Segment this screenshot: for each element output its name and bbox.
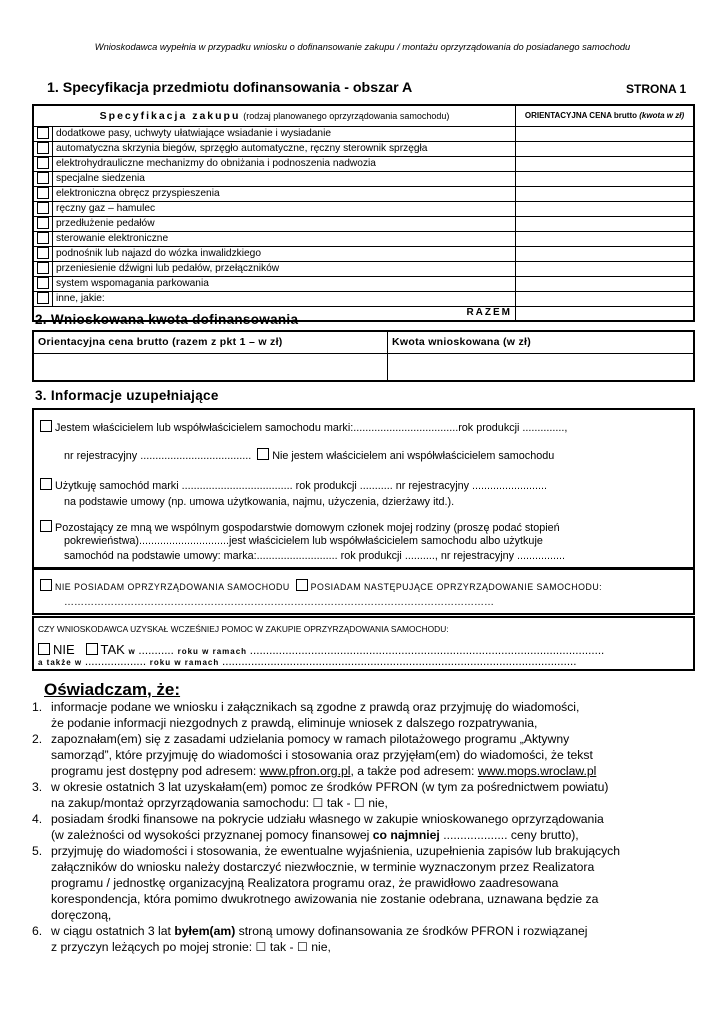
spec-item-price[interactable] xyxy=(516,292,695,307)
spec-item-price[interactable] xyxy=(516,127,695,142)
decl1-line1: informacje podane we wniosku i załącznikach są zgodne z prawdą oraz przyjmuję do wiadomości, xyxy=(51,700,580,714)
decl2-line3b: , a także pod adresem: xyxy=(350,764,478,778)
decl4-line2a: (w zależności od wysokości przyznanej pomocy finansowej xyxy=(51,828,370,842)
spec-item-price[interactable] xyxy=(516,277,695,292)
decl3-line1: w okresie ostatnich 3 lat uzyskałam(em) pomoc ze środków PFRON (w tym za pośrednictwem powiatu) xyxy=(51,780,609,794)
spec-item-price[interactable] xyxy=(516,172,695,187)
spec-item-checkbox[interactable] xyxy=(37,247,49,259)
pfron-link[interactable]: www.pfron.org.pl xyxy=(259,764,351,778)
price-col-subtitle: (kwota w zł) xyxy=(639,111,685,120)
decl-num-5: 5. xyxy=(32,844,43,858)
spec-item-checkbox[interactable] xyxy=(37,217,49,229)
spec-item-label: przedłużenie pedałów xyxy=(53,217,516,232)
decl4-bold: co najmniej xyxy=(372,828,440,842)
requested-amount-header: Kwota wnioskowana (w zł) xyxy=(388,331,695,353)
user-line1: Użytkuję samochód marki ..................................... rok produkcji ........... nr rejestracyjny ......................... xyxy=(55,480,547,492)
spec-item-checkbox[interactable] xyxy=(37,202,49,214)
spec-item-checkbox[interactable] xyxy=(37,292,49,304)
decl5-line1: przyjmuję do wiadomości i stosowania, że ewentualne wyjaśnienia, uzupełnienia zapisów lub brakujących xyxy=(51,844,621,858)
spec-item-price[interactable] xyxy=(516,232,695,247)
declaration-title: Oświadczam, że: xyxy=(44,680,181,699)
decl2-line1: zapoznałam(em) się z zasadami udzielania pomocy w ramach pilotażowego programu „Aktywny xyxy=(51,732,570,746)
spec-row xyxy=(33,247,694,262)
spec-item-price[interactable] xyxy=(516,217,695,232)
spec-item-label: ręczny gaz – hamulec xyxy=(53,202,516,217)
requested-amount-field[interactable] xyxy=(388,353,695,381)
decl3-line2[interactable]: na zakup/montaż oprzyrządowania samochodu: ☐ tak - ☐ nie, xyxy=(51,796,388,810)
spec-row xyxy=(33,187,694,202)
prior-help-no-checkbox[interactable] xyxy=(38,643,50,655)
spec-row xyxy=(33,232,694,247)
spec-row xyxy=(33,277,694,292)
mops-link[interactable]: www.mops.wroclaw.pl xyxy=(477,764,597,778)
spec-item-label: podnośnik lub najazd do wózka inwalidzkiego xyxy=(53,247,516,262)
prior-help-yes-label: TAK xyxy=(100,642,125,657)
spec-row xyxy=(33,292,694,307)
spec-row xyxy=(33,202,694,217)
decl4-tail[interactable]: ................... ceny brutto), xyxy=(439,828,579,842)
spec-item-price[interactable] xyxy=(516,262,695,277)
price-col-title: ORIENTACYJNA CENA brutto xyxy=(524,111,638,120)
family-line3: samochód na podstawie umowy: marka:........................... rok produkcji .........., nr rejestracyjny ................ xyxy=(64,550,566,562)
spec-item-price[interactable] xyxy=(516,247,695,262)
total-label: RAZEM xyxy=(33,307,516,321)
prior-help-no-label: NIE xyxy=(53,642,75,657)
user-line2: na podstawie umowy (np. umowa użytkowania, najmu, użyczenia, dzierżawy itd.). xyxy=(64,496,455,508)
decl6-tail: stroną umowy dofinansowania ze środków PFRON i rozwiązanej xyxy=(235,924,588,938)
not-owner-checkbox[interactable] xyxy=(257,448,269,460)
spec-item-price[interactable] xyxy=(516,202,695,217)
prior-help-also-line[interactable]: a także w ................... roku w ramach .............................................................................................................. xyxy=(38,658,577,667)
spec-item-checkbox[interactable] xyxy=(37,187,49,199)
decl-num-2: 2. xyxy=(32,732,43,746)
page-label: STRONA 1 xyxy=(626,82,687,96)
spec-item-price[interactable] xyxy=(516,157,695,172)
spec-row xyxy=(33,157,694,172)
section3-title: 3. Informacje uzupełniające xyxy=(35,388,219,403)
requested-amount-table xyxy=(32,330,695,382)
spec-item-label: automatyczna skrzynia biegów, sprzęgło automatyczne, ręczny sterownik sprzęgła xyxy=(53,142,516,157)
prior-help-year-program[interactable]: w ........... roku w ramach .............................................................................................................. xyxy=(128,647,605,656)
has-equipment-checkbox[interactable] xyxy=(296,579,308,591)
spec-item-label: elektroniczna obręcz przyspieszenia xyxy=(53,187,516,202)
prior-help-question: CZY WNIOSKODAWCA UZYSKAŁ WCZEŚNIEJ POMOC W ZAKUPIE OPRZYRZĄDOWANIA SAMOCHODU: xyxy=(38,624,449,634)
no-equipment-checkbox[interactable] xyxy=(40,579,52,591)
spec-row xyxy=(33,262,694,277)
equipment-field[interactable]: ………………………………………………………………………………………………………………… xyxy=(64,597,494,608)
specification-table xyxy=(32,104,695,322)
section1-title: 1. Specyfikacja przedmiotu dofinansowania - obszar A xyxy=(47,80,413,96)
decl-num-6: 6. xyxy=(32,924,43,938)
decl6-bold: byłem(am) xyxy=(174,924,236,938)
spec-item-checkbox[interactable] xyxy=(37,277,49,289)
decl2-line3a: programu jest dostępny pod adresem: xyxy=(51,764,260,778)
family-line1: Pozostający ze mną we wspólnym gospodarstwie domowym członek mojej rodziny (proszę podać stopień xyxy=(55,522,560,534)
spec-item-label: dodatkowe pasy, uchwyty ułatwiające wsiadanie i wysiadanie xyxy=(53,127,516,142)
prior-help-yes-checkbox[interactable] xyxy=(86,643,98,655)
spec-row xyxy=(33,172,694,187)
decl1-line2: że podanie informacji niezgodnych z prawdą, eliminuje wniosek z dalszego rozpatrywania, xyxy=(51,716,538,730)
decl5-line4: korespondencja, która pomimo dwukrotnego awizowania nie zostanie odebrana, uznawana będzie za xyxy=(51,892,599,906)
no-equipment-label: NIE POSIADAM OPRZYRZĄDOWANIA SAMOCHODU xyxy=(55,582,290,592)
has-equipment-label: POSIADAM NASTĘPUJĄCE OPRZYRZĄDOWANIE SAMOCHODU: xyxy=(310,582,603,592)
spec-col-title: Specyfikacja zakupu xyxy=(99,109,241,122)
owner-line1: Jestem właścicielem lub współwłaścicielem samochodu marki:...................................rok produkcji .............., xyxy=(55,422,568,434)
spec-item-checkbox[interactable] xyxy=(37,232,49,244)
spec-item-checkbox[interactable] xyxy=(37,172,49,184)
not-owner-label: Nie jestem właścicielem ani współwłaścicielem samochodu xyxy=(272,450,555,462)
spec-item-label: inne, jakie: xyxy=(53,292,516,307)
spec-col-subtitle: (rodzaj planowanego oprzyrządowania samochodu) xyxy=(243,110,450,121)
declaration-list xyxy=(32,699,692,955)
owner-line2: nr rejestracyjny ..................................... xyxy=(64,450,252,462)
decl-num-3: 3. xyxy=(32,780,43,794)
decl2-line2: samorząd”, które przyjmuję do wiadomości i stosowania oraz przyjęłam(em) do wiadomości, że tekst xyxy=(51,748,593,762)
spec-item-label: system wspomagania parkowania xyxy=(53,277,516,292)
spec-item-label: specjalne siedzenia xyxy=(53,172,516,187)
spec-item-price[interactable] xyxy=(516,187,695,202)
spec-item-checkbox[interactable] xyxy=(37,142,49,154)
decl6-line1a: w ciągu ostatnich 3 lat xyxy=(51,924,171,938)
header-note: Wnioskodawca wypełnia w przypadku wniosku o dofinansowanie zakupu / montażu oprzyrządowania do posiadanego samochodu xyxy=(94,42,631,52)
spec-item-checkbox[interactable] xyxy=(37,127,49,139)
spec-row xyxy=(33,127,694,142)
gross-price-header: Orientacyjna cena brutto (razem z pkt 1 – w zł) xyxy=(33,331,388,353)
decl5-line2: załączników do wniosku należy dostarczyć niezwłocznie, w terminie wyznaczonym przez Realizatora xyxy=(51,860,595,874)
spec-item-label: elektrohydrauliczne mechanizmy do obniżania i podnoszenia nadwozia xyxy=(53,157,516,172)
equipment-frame xyxy=(32,568,695,615)
spec-row xyxy=(33,142,694,157)
spec-row xyxy=(33,217,694,232)
user-checkbox[interactable] xyxy=(40,478,52,490)
decl6-line2[interactable]: z przyczyn leżących po mojej stronie: ☐ tak - ☐ nie, xyxy=(51,940,331,954)
decl5-line5: doręczoną, xyxy=(51,908,112,922)
spec-item-label: przeniesienie dźwigni lub pedałów, przełączników xyxy=(53,262,516,277)
spec-item-label: sterowanie elektroniczne xyxy=(53,232,516,247)
family-line2: pokrewieństwa)..............................jest właścicielem lub współwłaścicielem samochodu albo użytkuje xyxy=(64,535,543,547)
decl5-line3: programu / jednostkę organizacyjną Realizatora programu oraz, że prawidłowo zaadresowana xyxy=(51,876,559,890)
family-checkbox[interactable] xyxy=(40,520,52,532)
spec-item-price[interactable] xyxy=(516,142,695,157)
ownership-frame xyxy=(32,408,695,569)
owner-checkbox[interactable] xyxy=(40,420,52,432)
prior-help-frame xyxy=(32,616,695,671)
decl-num-4: 4. xyxy=(32,812,43,826)
decl4-line1: posiadam środki finansowe na pokrycie udziału własnego w zakupie wnioskowanego oprzyrządowania xyxy=(51,812,604,826)
spec-item-checkbox[interactable] xyxy=(37,262,49,274)
gross-price-field[interactable] xyxy=(33,353,388,381)
section2-title: 2. Wnioskowana kwota dofinansowania xyxy=(35,312,299,327)
total-price-cell[interactable] xyxy=(516,307,695,321)
decl-num-1: 1. xyxy=(32,700,43,714)
spec-item-checkbox[interactable] xyxy=(37,157,49,169)
